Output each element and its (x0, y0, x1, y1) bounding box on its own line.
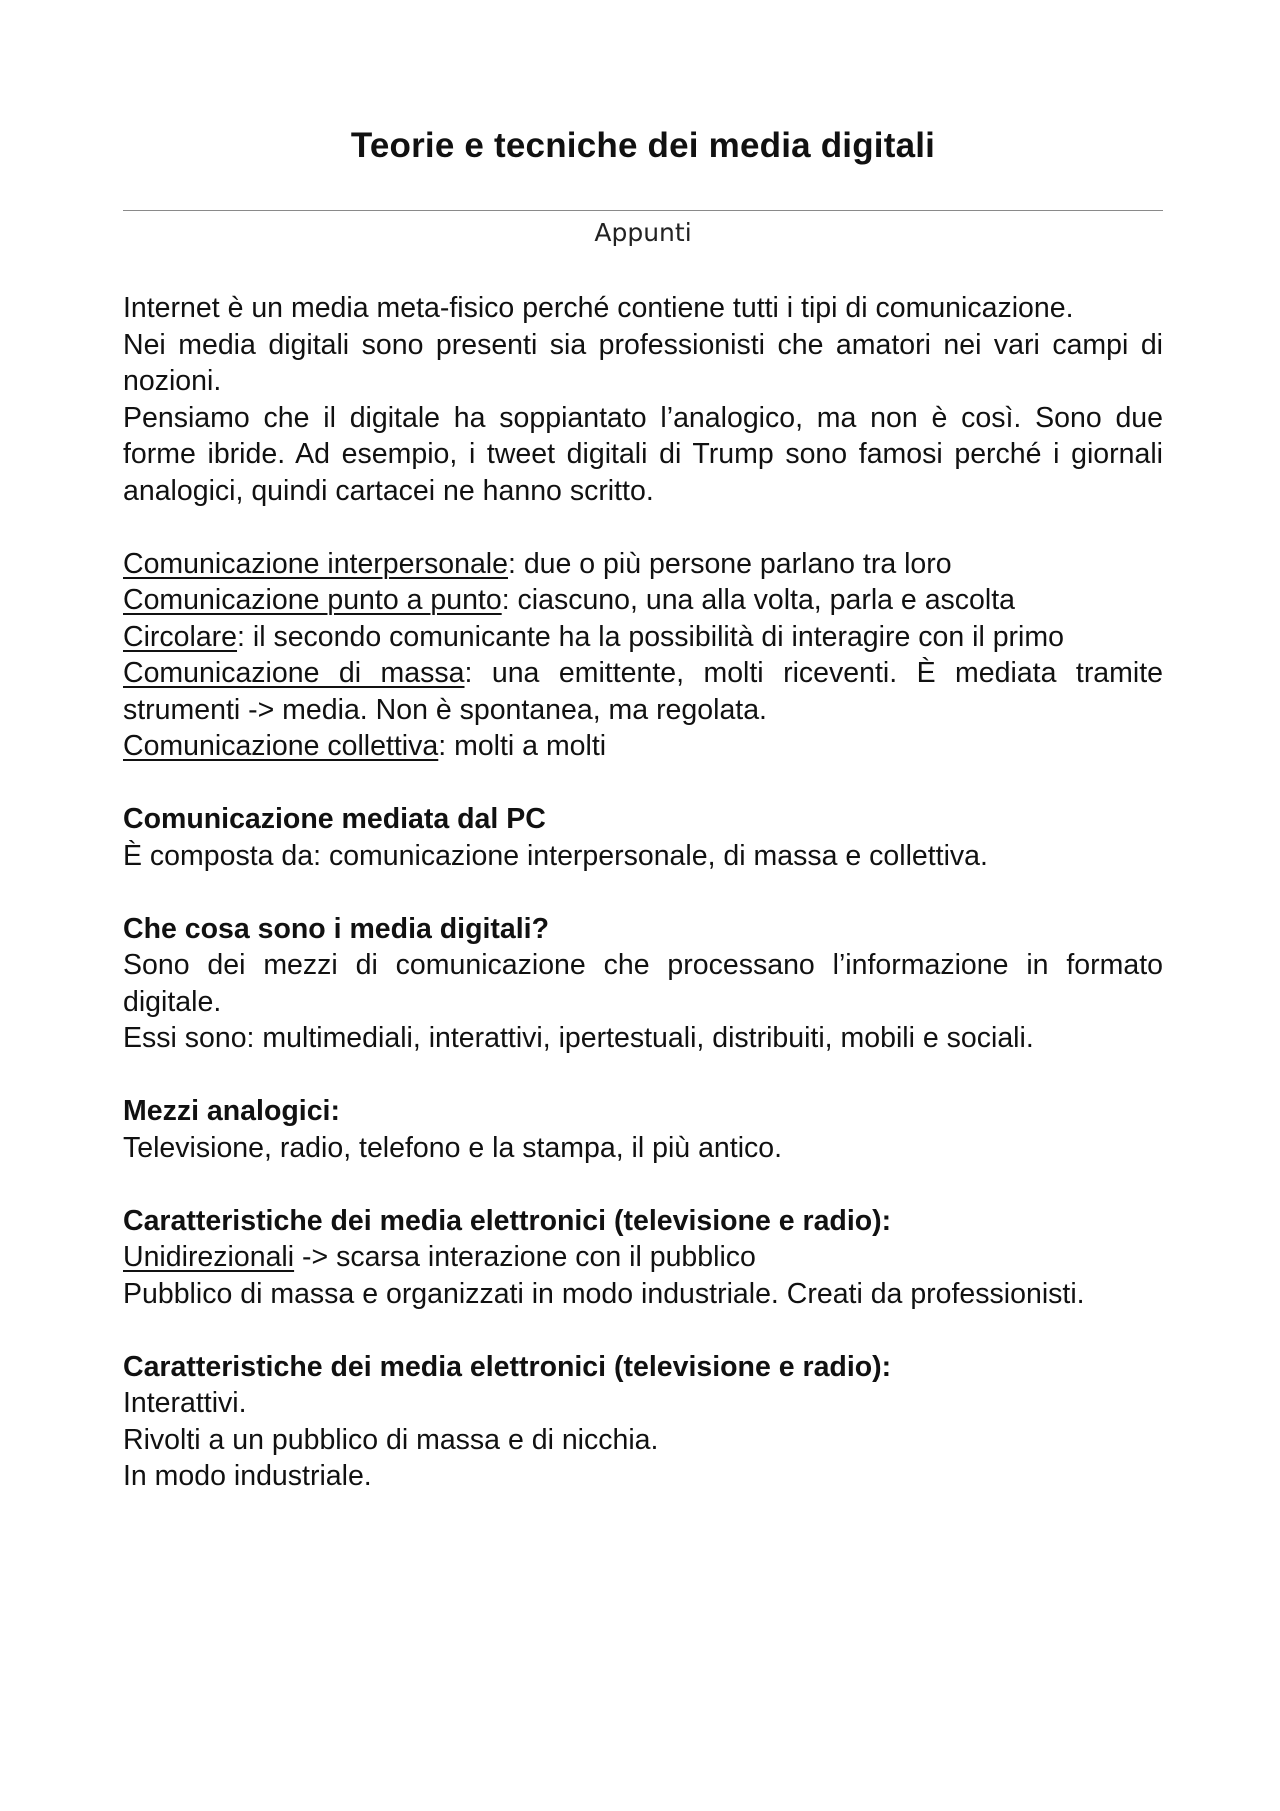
spacer (123, 509, 1163, 546)
document-subtitle: Appunti (594, 218, 692, 247)
definition-item (123, 655, 1163, 728)
definition-item (123, 582, 1163, 619)
intro-paragraph-3: Pensiamo che il digitale ha soppiantato l’analogico, ma non è così. Sono due forme ibride. Ad esempio, i tweet digitali di Trump sono famosi perché i giornali analogici, quindi cartacei ne hanno scritto. (123, 401, 1163, 507)
section-text-digital-media-2: Essi sono: multimediali, interattivi, ipertestuali, distribuiti, mobili e sociali. (123, 1022, 1034, 1054)
definition-text: -> scarsa interazione con il pubblico (294, 1241, 756, 1273)
intro-paragraph-1: Internet è un media meta-fisico perché contiene tutti i tipi di comunicazione. (123, 292, 1074, 324)
spacer (123, 1312, 1163, 1349)
definition-term: Unidirezionali (123, 1241, 295, 1273)
section-text-electronic-2b: Rivolti a un pubblico di massa e di nicchia. (123, 1423, 659, 1456)
definition-term: Circolare (123, 620, 238, 653)
definition-term: Comunicazione di massa (123, 657, 465, 689)
section-text-digital-media-1: Sono dei mezzi di comunicazione che processano l’informazione in formato digitale. (123, 949, 1163, 1018)
spacer (123, 1057, 1163, 1094)
definition-text: : il secondo comunicante ha la possibilità di interagire con il primo (237, 620, 1064, 653)
section-text-analog: Televisione, radio, telefono e la stampa, il più antico. (123, 1131, 783, 1164)
section-text-electronic-1b: Pubblico di massa e organizzati in modo industriale. Creati da professionisti. (123, 1277, 1085, 1310)
section-text-pc: È composta da: comunicazione interpersonale, di massa e collettiva. (123, 839, 988, 872)
definition-text: : due o più persone parlano tra loro (507, 547, 952, 580)
section-heading-analog: Mezzi analogici: (123, 1095, 340, 1127)
document-body (123, 290, 1163, 1495)
spacer (123, 765, 1163, 802)
definition-item (123, 619, 1163, 656)
section-heading-electronic-2: Caratteristiche dei media elettronici (televisione e radio): (123, 1350, 892, 1383)
definition-item (123, 728, 1163, 765)
section-text-electronic-2a: Interattivi. (123, 1387, 247, 1419)
definition-item (123, 546, 1163, 583)
spacer (123, 874, 1163, 911)
definition-term: Comunicazione collettiva (123, 730, 439, 762)
document-title: Teorie e tecniche dei media digitali (350, 126, 936, 165)
section-heading-pc: Comunicazione mediata dal PC (123, 803, 546, 835)
definition-term: Comunicazione punto a punto (123, 584, 502, 616)
section-text-electronic-1a (123, 1239, 1163, 1276)
definition-text: : molti a molti (438, 730, 607, 762)
definition-text: : ciascuno, una alla volta, parla e ascolta (501, 584, 1015, 616)
header-divider (123, 210, 1163, 211)
intro-paragraph-2: Nei media digitali sono presenti sia professionisti che amatori nei vari campi di nozioni. (123, 328, 1163, 397)
spacer (123, 1166, 1163, 1203)
section-text-electronic-2c: In modo industriale. (123, 1460, 372, 1492)
definition-term: Comunicazione interpersonale (123, 547, 508, 580)
section-heading-digital-media: Che cosa sono i media digitali? (123, 912, 549, 945)
section-heading-electronic-1: Caratteristiche dei media elettronici (televisione e radio): (123, 1204, 892, 1237)
definition-text: : una emittente, molti riceventi. È mediata tramite strumenti -> media. Non è spontanea, ma regolata. (123, 657, 1163, 726)
